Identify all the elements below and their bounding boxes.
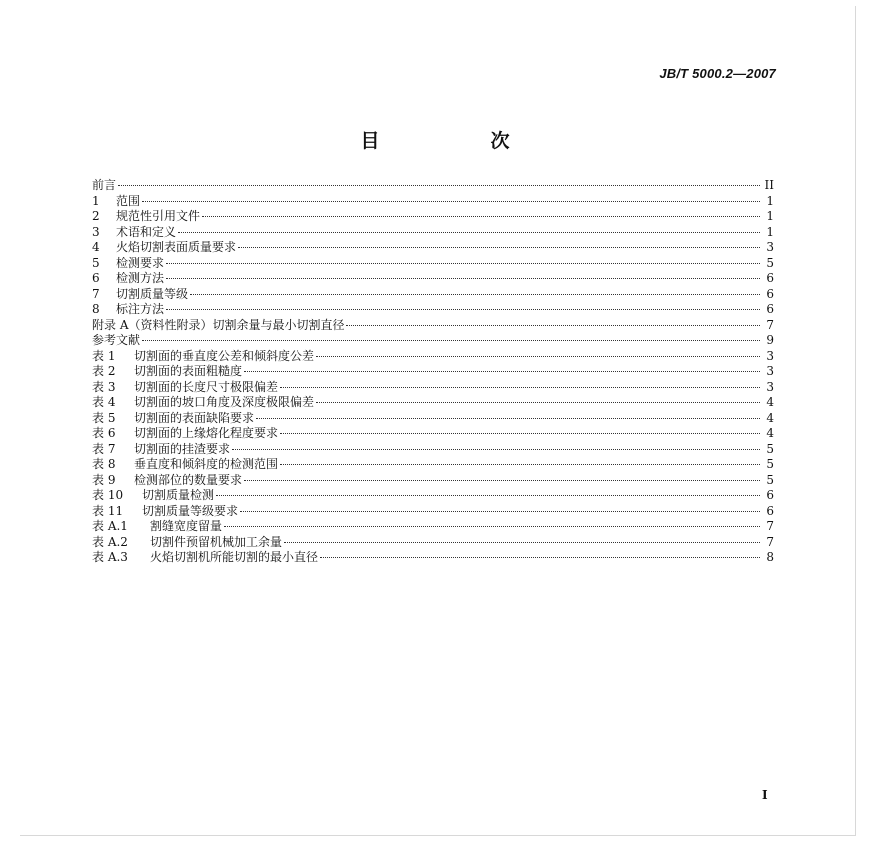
toc-entry-number: 表 A.3 — [92, 550, 128, 564]
toc-entry-label: 标注方法 — [116, 302, 165, 316]
toc-entry-page: 5 — [766, 472, 774, 487]
toc-entry-page: 7 — [766, 519, 774, 533]
dot-leader — [280, 433, 760, 434]
toc-entry-page: 8 — [766, 550, 774, 564]
toc-entry-label: 切割件预留机械加工余量 — [150, 534, 283, 549]
toc-entry[interactable] — [92, 473, 774, 489]
toc-entry-label: 范围 — [116, 193, 141, 208]
dot-leader — [316, 356, 760, 357]
dot-leader — [320, 557, 760, 558]
toc-entry-label: 参考文献 — [92, 333, 141, 347]
toc-entry-number: 2 — [92, 209, 100, 223]
toc-entry[interactable] — [92, 318, 774, 334]
toc-entry-number: 8 — [92, 302, 100, 316]
dot-leader — [316, 402, 760, 403]
dot-leader — [166, 263, 760, 264]
dot-leader — [346, 325, 760, 326]
toc-entry[interactable] — [92, 364, 774, 380]
dot-leader — [284, 542, 760, 543]
toc-entry-label: 切割面的长度尺寸极限偏差 — [134, 379, 279, 394]
toc-entry-number: 表 11 — [92, 503, 124, 518]
dot-leader — [118, 185, 760, 186]
toc-entry[interactable] — [92, 488, 774, 504]
toc-entry-page: 9 — [766, 333, 774, 347]
toc-entry-number: 表 6 — [92, 426, 116, 440]
toc-entry-number: 3 — [92, 224, 100, 239]
dot-leader — [166, 309, 760, 310]
toc-entry-page: 6 — [766, 488, 774, 502]
toc-entry-label: 规范性引用文件 — [116, 209, 201, 223]
toc-entry-page: 7 — [766, 317, 774, 332]
toc-entry[interactable] — [92, 442, 774, 458]
toc-entry-label: 切割面的表面粗糙度 — [134, 364, 243, 378]
dot-leader — [190, 294, 760, 295]
dot-leader — [240, 511, 760, 512]
toc-entry-label: 检测部位的数量要求 — [134, 472, 243, 487]
toc-entry-page: 4 — [766, 426, 774, 440]
toc-entry-number: 表 1 — [92, 348, 116, 363]
dot-leader — [216, 495, 760, 496]
standard-code: JB/T 5000.2—2007 — [659, 66, 776, 81]
toc-entry-label: 火焰切割表面质量要求 — [116, 240, 237, 254]
toc-entry[interactable] — [92, 349, 774, 365]
toc-entry-page: 3 — [766, 379, 774, 394]
toc-entry-page: 3 — [766, 364, 774, 378]
toc-entry-page: II — [764, 178, 774, 192]
toc-entry-page: 4 — [766, 410, 774, 425]
toc-entry[interactable] — [92, 225, 774, 241]
dot-leader — [244, 371, 760, 372]
toc-entry-number: 表 A.1 — [92, 519, 128, 533]
toc-entry-label: 检测方法 — [116, 271, 165, 285]
dot-leader — [280, 464, 760, 465]
toc-entry-page: 6 — [766, 302, 774, 316]
toc-entry-page: 5 — [766, 255, 774, 270]
toc-entry-number: 7 — [92, 286, 100, 301]
toc-entry-number: 4 — [92, 240, 100, 254]
toc-entry[interactable] — [92, 395, 774, 411]
toc-entry[interactable] — [92, 457, 774, 473]
toc-entry-label: 附录 A（资料性附录）切割余量与最小切割直径 — [92, 317, 345, 332]
toc-entry-page: 4 — [766, 395, 774, 409]
toc-entry-label: 垂直度和倾斜度的检测范围 — [134, 457, 279, 471]
toc-entry[interactable] — [92, 178, 774, 194]
dot-leader — [256, 418, 760, 419]
dot-leader — [166, 278, 760, 279]
toc-entry[interactable] — [92, 333, 774, 349]
toc-entry-number: 6 — [92, 271, 100, 285]
page-title: 目 次 — [360, 130, 556, 152]
toc-entry-page: 6 — [766, 271, 774, 285]
toc-entry[interactable] — [92, 504, 774, 520]
table-of-contents — [92, 178, 774, 566]
toc-entry-number: 表 5 — [92, 410, 116, 425]
toc-entry[interactable] — [92, 209, 774, 225]
toc-entry[interactable] — [92, 240, 774, 256]
dot-leader — [244, 480, 760, 481]
dot-leader — [280, 387, 760, 388]
toc-entry-label: 前言 — [92, 178, 117, 192]
toc-entry-label: 术语和定义 — [116, 224, 177, 239]
dot-leader — [224, 526, 760, 527]
toc-entry[interactable] — [92, 519, 774, 535]
toc-entry-label: 割缝宽度留量 — [150, 519, 223, 533]
toc-entry-page: 3 — [766, 240, 774, 254]
toc-entry[interactable] — [92, 426, 774, 442]
toc-entry-number: 表 7 — [92, 441, 116, 456]
toc-entry[interactable] — [92, 256, 774, 272]
toc-entry[interactable] — [92, 287, 774, 303]
dot-leader — [142, 340, 760, 341]
toc-entry-label: 切割质量等级要求 — [142, 503, 239, 518]
toc-entry-label: 切割面的坡口角度及深度极限偏差 — [134, 395, 315, 409]
toc-entry-number: 表 8 — [92, 457, 116, 471]
toc-entry-number: 表 2 — [92, 364, 116, 378]
toc-entry-number: 表 4 — [92, 395, 116, 409]
toc-entry-page: 1 — [766, 193, 774, 208]
toc-entry-number: 1 — [92, 193, 100, 208]
toc-entry-page: 6 — [766, 503, 774, 518]
toc-entry-page: 5 — [766, 441, 774, 456]
toc-entry[interactable] — [92, 271, 774, 287]
toc-entry[interactable] — [92, 535, 774, 551]
toc-entry[interactable] — [92, 302, 774, 318]
dot-leader — [178, 232, 760, 233]
toc-entry[interactable] — [92, 380, 774, 396]
toc-entry[interactable] — [92, 411, 774, 427]
toc-entry-label: 切割面的上缘熔化程度要求 — [134, 426, 279, 440]
dot-leader — [142, 201, 760, 202]
toc-entry-page: 7 — [766, 534, 774, 549]
dot-leader — [238, 247, 760, 248]
toc-entry-label: 切割面的挂渣要求 — [134, 441, 231, 456]
toc-entry[interactable] — [92, 194, 774, 210]
dot-leader — [202, 216, 760, 217]
toc-entry-label: 切割质量检测 — [142, 488, 215, 502]
toc-entry-label: 检测要求 — [116, 255, 165, 270]
page-number: I — [762, 788, 768, 802]
toc-entry[interactable] — [92, 550, 774, 566]
toc-entry-label: 切割质量等级 — [116, 286, 189, 301]
toc-entry-number: 表 3 — [92, 379, 116, 394]
toc-entry-page: 3 — [766, 348, 774, 363]
toc-entry-label: 切割面的表面缺陷要求 — [134, 410, 255, 425]
toc-entry-number: 表 9 — [92, 472, 116, 487]
toc-entry-number: 表 A.2 — [92, 534, 128, 549]
dot-leader — [232, 449, 760, 450]
toc-entry-label: 火焰切割机所能切割的最小直径 — [150, 550, 319, 564]
toc-entry-page: 6 — [766, 286, 774, 301]
toc-entry-number: 表 10 — [92, 488, 124, 502]
toc-entry-number: 5 — [92, 255, 100, 270]
toc-entry-page: 1 — [766, 224, 774, 239]
toc-entry-page: 5 — [766, 457, 774, 471]
toc-entry-label: 切割面的垂直度公差和倾斜度公差 — [134, 348, 315, 363]
toc-entry-page: 1 — [766, 209, 774, 223]
